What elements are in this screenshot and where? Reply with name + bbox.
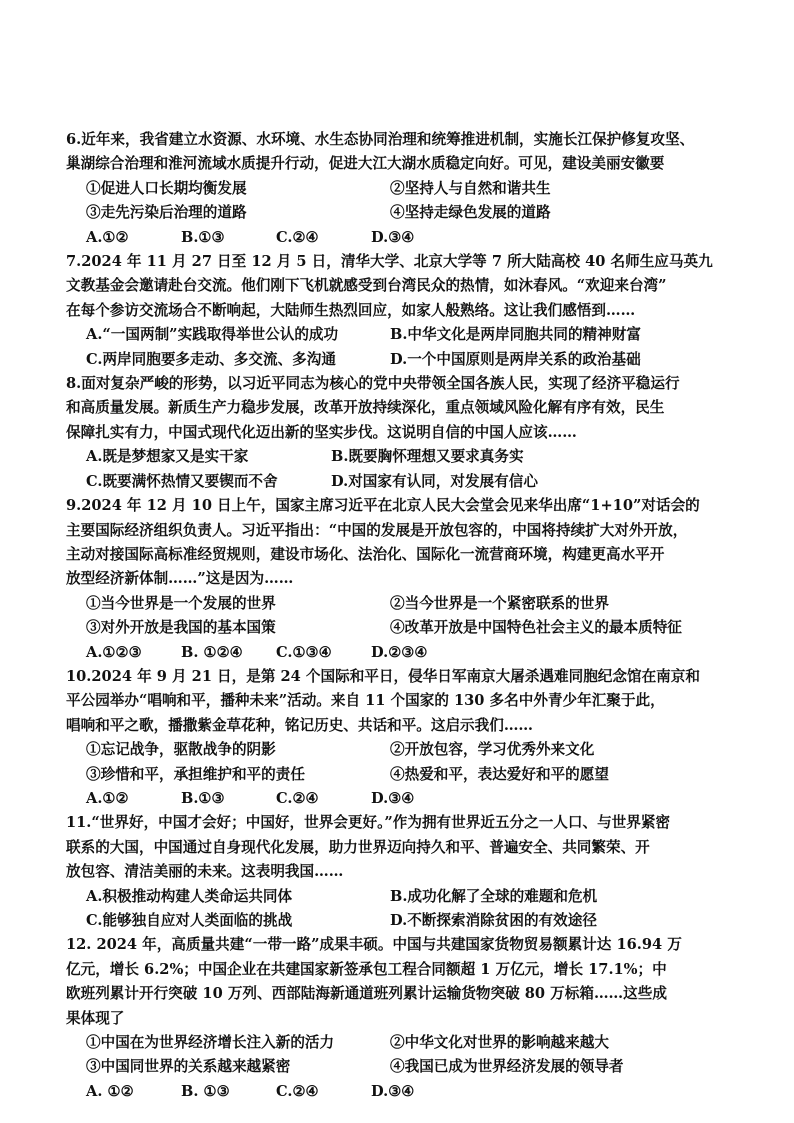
statement-row xyxy=(66,738,738,762)
statement: ②中华文化对世界的影响越来越大 xyxy=(390,1034,609,1052)
statement-row xyxy=(66,177,738,201)
stem-line: 放包容、清洁美丽的未来。这表明我国…… xyxy=(66,863,344,881)
statement: ③珍惜和平，承担维护和平的责任 xyxy=(86,765,305,783)
choice-c: C.②④ xyxy=(276,789,319,807)
choice-c: C.②④ xyxy=(276,1082,319,1100)
question-6 xyxy=(66,128,738,250)
stem-line: 亿元，增长 6.2%；中国企业在共建国家新签承包工程合同额超 1 万亿元，增长 17.1%；中 xyxy=(66,960,667,978)
choice-row xyxy=(66,641,738,665)
statement: ③对外开放是我国的基本国策 xyxy=(86,619,276,637)
stem-line: 主要国际经济组织负责人。习近平指出：“中国的发展是开放包容的，中国将持续扩大对外开放， xyxy=(66,521,688,539)
stem-line: 联系的大国，中国通过自身现代化发展，助力世界迈向持久和平、普遍安全、共同繁荣、开 xyxy=(66,838,650,856)
choice-d: D.对国家有认同，对发展有信心 xyxy=(331,472,538,490)
choice-a: A.①② xyxy=(86,228,129,246)
stem-line: 和高质量发展。新质生产力稳步发展，改革开放持续深化，重点领域风险化解有序有效，民生 xyxy=(66,399,665,417)
stem-line: 在每个参访交流场合不断响起，大陆师生热烈回应，如家人般熟络。这让我们感悟到…… xyxy=(66,301,636,319)
question-8 xyxy=(66,372,738,494)
choice-row xyxy=(66,1080,738,1104)
stem-line: 果体现了 xyxy=(66,1009,125,1027)
choice-row xyxy=(66,909,738,933)
choice-b: B.成功化解了全球的难题和危机 xyxy=(390,887,598,905)
statement-row xyxy=(66,1031,738,1055)
statement: ④坚持走绿色发展的道路 xyxy=(390,204,551,222)
stem-line: 10.2024 年 9 月 21 日，是第 24 个国际和平日，侵华日军南京大屠杀遇难同胞纪念馆在南京和 xyxy=(66,667,700,685)
statement-row xyxy=(66,616,738,640)
question-stem xyxy=(66,665,738,738)
statement: ①中国在为世界经济增长注入新的活力 xyxy=(86,1034,335,1052)
choice-row xyxy=(66,348,738,372)
statement: ②坚持人与自然和谐共生 xyxy=(390,179,551,197)
stem-line: 主动对接国际高标准经贸规则，建设市场化、法治化、国际化一流营商环境，构建更高水平开 xyxy=(66,545,665,563)
stem-line: 6.近年来，我省建立水资源、水环境、水生态协同治理和统筹推进机制，实施长江保护修复攻坚、 xyxy=(66,131,695,148)
choice-row xyxy=(66,445,738,469)
stem-line: 12. 2024 年，高质量共建“一带一路”成果丰硕。中国与共建国家货物贸易额累计达 16.94 万 xyxy=(66,936,682,954)
choice-c: C.能够独自应对人类面临的挑战 xyxy=(86,912,293,929)
stem-line: 7.2024 年 11 月 27 日至 12 月 5 日，清华大学、北京大学等 7 所大陆高校 40 名师生应马英九 xyxy=(66,253,713,271)
choice-d: D.③④ xyxy=(371,228,415,246)
choice-b: B. ①③ xyxy=(181,1082,230,1100)
statement: ③中国同世界的关系越来越紧密 xyxy=(86,1058,291,1076)
question-stem xyxy=(66,811,738,884)
statement-row xyxy=(66,201,738,225)
choice-b: B.①③ xyxy=(181,789,225,807)
stem-line: 文教基金会邀请赴台交流。他们刚下飞机就感受到台湾民众的热情，如沐春风。“欢迎来台湾” xyxy=(66,277,667,295)
choice-c: C.②④ xyxy=(276,228,319,246)
question-stem xyxy=(66,372,738,445)
choice-c: C.两岸同胞要多走动、多交流、多沟通 xyxy=(86,350,336,368)
choice-d: D.②③④ xyxy=(371,643,428,661)
question-7 xyxy=(66,250,738,372)
choice-a: A. ①② xyxy=(86,1082,134,1100)
choice-row xyxy=(66,885,738,909)
choice-row xyxy=(66,470,738,494)
statement: ①忘记战争，驱散战争的阴影 xyxy=(86,741,276,759)
stem-line: 平公园举办“唱响和平，播种未来”活动。来自 11 个国家的 130 多名中外青少年汇聚于此， xyxy=(66,692,665,710)
choice-row xyxy=(66,323,738,347)
choice-a: A.积极推动构建人类命运共同体 xyxy=(86,887,293,905)
question-12 xyxy=(66,933,738,1104)
stem-line: 放型经济新体制……”这是因为…… xyxy=(66,570,294,588)
stem-line: 唱响和平之歌，播撒紫金草花种，铭记历史、共话和平。这启示我们…… xyxy=(66,716,534,734)
statement: ②当今世界是一个紧密联系的世界 xyxy=(390,594,609,612)
choice-b: B. ①②④ xyxy=(181,643,243,661)
stem-line: 11.“世界好，中国才会好；中国好，世界会更好。”作为拥有世界近五分之一人口、与世界紧密 xyxy=(66,814,671,832)
stem-line: 巢湖综合治理和淮河流域水质提升行动，促进大江大湖水质稳定向好。可见，建设美丽安徽要 xyxy=(66,155,665,173)
statement-row xyxy=(66,1055,738,1079)
choice-d: D.一个中国原则是两岸关系的政治基础 xyxy=(390,350,641,368)
statement: ③走先污染后治理的道路 xyxy=(86,204,247,222)
choice-b: B.①③ xyxy=(181,228,225,246)
choice-a: A.①②③ xyxy=(86,643,142,661)
choice-c: C.①③④ xyxy=(276,643,332,661)
statement-row xyxy=(66,763,738,787)
choice-d: D.③④ xyxy=(371,789,415,807)
statement: ④热爱和平，表达爱好和平的愿望 xyxy=(390,765,609,783)
choice-d: D.不断探索消除贫困的有效途径 xyxy=(390,912,597,929)
statement: ②开放包容，学习优秀外来文化 xyxy=(390,741,595,759)
question-10 xyxy=(66,665,738,811)
statement: ④改革开放是中国特色社会主义的最本质特征 xyxy=(390,619,682,637)
stem-line: 8.面对复杂严峻的形势，以习近平同志为核心的党中央带领全国各族人民，实现了经济平稳运行 xyxy=(66,375,680,393)
statement: ④我国已成为世界经济发展的领导者 xyxy=(390,1058,624,1076)
choice-a: A.①② xyxy=(86,789,129,807)
question-stem xyxy=(66,933,738,1031)
question-stem xyxy=(66,250,738,323)
choice-b: B.既要胸怀理想又要求真务实 xyxy=(331,448,524,466)
choice-a: A.“一国两制”实践取得举世公认的成功 xyxy=(86,326,339,344)
choice-row xyxy=(66,787,738,811)
choice-row xyxy=(66,226,738,250)
question-11 xyxy=(66,811,738,933)
stem-line: 保障扎实有力，中国式现代化迈出新的坚实步伐。这说明自信的中国人应该…… xyxy=(66,423,577,441)
statement-row xyxy=(66,592,738,616)
statement: ①促进人口长期均衡发展 xyxy=(86,179,247,197)
question-9 xyxy=(66,494,738,665)
statement: ①当今世界是一个发展的世界 xyxy=(86,594,276,612)
choice-b: B.中华文化是两岸同胞共同的精神财富 xyxy=(390,326,641,344)
stem-line: 9.2024 年 12 月 10 日上午，国家主席习近平在北京人民大会堂会见来华出席“1+10”对话会的 xyxy=(66,497,700,515)
question-stem xyxy=(66,494,738,592)
choice-c: C.既要满怀热情又要锲而不舍 xyxy=(86,472,278,490)
stem-line: 欧班列累计开行突破 10 万列、西部陆海新通道班列累计运输货物突破 80 万标箱……这些成 xyxy=(66,985,667,1003)
choice-a: A.既是梦想家又是实干家 xyxy=(86,448,249,466)
choice-d: D.③④ xyxy=(371,1082,415,1100)
question-stem xyxy=(66,128,738,177)
